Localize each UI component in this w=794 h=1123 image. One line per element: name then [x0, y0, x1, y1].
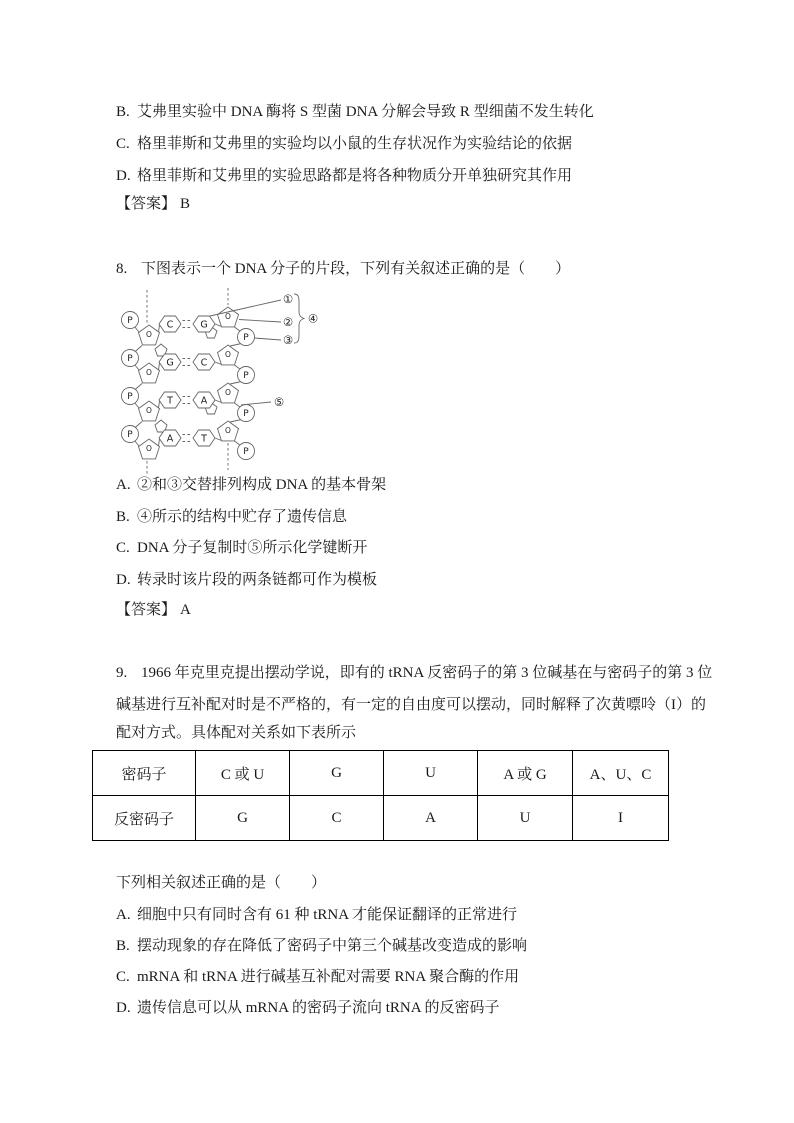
phosphate-label: P	[127, 392, 133, 402]
q9-stem-line-1	[116, 663, 712, 683]
q7-option-d	[116, 166, 572, 186]
answer-label: 【答案】	[116, 602, 177, 618]
callout-5-label: ⑤	[273, 395, 285, 409]
option-text: 格里菲斯和艾弗里的实验思路都是将各种物质分开单独研究其作用	[137, 168, 573, 184]
codon-anticodon-table	[92, 750, 669, 841]
nucleotide-brace	[294, 294, 304, 343]
table-cell: A、U、C	[573, 751, 669, 796]
q9-option-a	[116, 905, 517, 925]
q9-followup: 下列相关叙述正确的是（ ）	[116, 875, 327, 891]
oxygen-label: O	[225, 312, 231, 321]
oxygen-label: O	[225, 426, 231, 435]
question-number: 8.	[116, 261, 128, 277]
option-text: mRNA 和 tRNA 进行碱基互补配对需要 RNA 聚合酶的作用	[137, 969, 520, 985]
q7-option-b	[116, 102, 594, 122]
answer-value: A	[180, 602, 191, 618]
callout-4-label: ④	[307, 311, 319, 326]
option-text: 摆动现象的存在降低了密码子中第三个碱基改变造成的影响	[137, 938, 528, 954]
q7-answer	[116, 194, 190, 214]
option-label: B.	[116, 509, 130, 525]
table-row-anticodon	[93, 796, 669, 841]
question-text: 下图表示一个 DNA 分子的片段，下列有关叙述正确的是（ ）	[141, 261, 571, 277]
bond-line	[230, 420, 242, 423]
table-cell: U	[384, 751, 478, 796]
phosphate-label: P	[127, 430, 133, 440]
base-letter: A	[166, 433, 174, 445]
dna-fragment-diagram	[118, 286, 330, 478]
option-text: 格里菲斯和艾弗里的实验均以小鼠的生存状况作为实验结论的依据	[137, 136, 573, 152]
bond-line	[159, 363, 160, 370]
table-cell: G	[196, 796, 290, 841]
option-label: A.	[116, 477, 131, 493]
phosphate-label: P	[243, 447, 249, 457]
option-label: C.	[116, 540, 130, 556]
table-cell: C 或 U	[196, 751, 290, 796]
oxygen-label: O	[225, 350, 231, 359]
bond-line	[241, 402, 271, 405]
option-text: 艾弗里实验中 DNA 酶将 S 型菌 DNA 分解会导致 R 型细菌不发生转化	[137, 104, 594, 120]
q9-option-d	[116, 998, 500, 1018]
table-cell: I	[573, 796, 669, 841]
table-cell: A	[384, 796, 478, 841]
bond-line	[230, 344, 242, 347]
option-text: DNA 分子复制时⑤所示化学键断开	[137, 540, 368, 556]
callout-2-label: ②	[282, 315, 294, 329]
table-cell: A 或 G	[478, 751, 573, 796]
table-cell: U	[478, 796, 573, 841]
bond-line	[210, 300, 281, 316]
base-letter: T	[201, 433, 207, 445]
base-letter: T	[167, 395, 173, 407]
phosphate-label: P	[243, 409, 249, 419]
q7-option-c	[116, 134, 572, 154]
dna-diagram-svg	[118, 286, 330, 478]
option-label: A.	[116, 907, 131, 923]
q8-option-d	[116, 570, 377, 590]
base-letter: A	[200, 395, 208, 407]
option-label: B.	[116, 104, 130, 120]
question-number: 9.	[116, 665, 128, 681]
base-letter: G	[200, 319, 208, 331]
question-text: 1966 年克里克提出摆动学说，即有的 tRNA 反密码子的第 3 位碱基在与密码子的第 3 位	[141, 665, 713, 681]
q9-stem-line-2: 碱基进行互补配对时是不严格的，有一定的自由度可以摆动，同时解释了次黄嘌呤（I）的	[116, 697, 706, 713]
bond-line	[159, 401, 160, 408]
option-text: 转录时该片段的两条链都可作为模板	[137, 572, 378, 588]
option-label: D.	[116, 1000, 131, 1016]
option-label: B.	[116, 938, 130, 954]
table-cell: C	[290, 796, 384, 841]
option-label: C.	[116, 136, 130, 152]
phosphate-label: P	[243, 371, 249, 381]
bond-line	[159, 325, 160, 332]
phosphate-label: P	[127, 316, 133, 326]
table-cell: 密码子	[93, 751, 196, 796]
oxygen-label: O	[146, 406, 152, 415]
phosphate-label: P	[127, 354, 133, 364]
table-row-codon	[93, 751, 669, 796]
oxygen-label: O	[146, 444, 152, 453]
oxygen-label: O	[225, 388, 231, 397]
option-label: D.	[116, 572, 131, 588]
option-text: 细胞中只有同时含有 61 种 tRNA 才能保证翻译的正常进行	[137, 907, 518, 923]
base-letter: C	[200, 357, 208, 369]
callout-3-label: ③	[282, 333, 294, 347]
callout-1-label: ①	[282, 292, 294, 306]
bond-line	[230, 382, 242, 385]
oxygen-label: O	[146, 368, 152, 377]
phosphate-label: P	[243, 333, 249, 343]
oxygen-label: O	[146, 330, 152, 339]
base-letter: C	[166, 319, 174, 331]
option-text: 遗传信息可以从 mRNA 的密码子流向 tRNA 的反密码子	[137, 1000, 500, 1016]
option-text: ②和③交替排列构成 DNA 的基本骨架	[137, 477, 387, 493]
answer-value: B	[180, 196, 191, 212]
option-label: C.	[116, 969, 130, 985]
q8-stem	[116, 259, 570, 279]
table-cell: 反密码子	[93, 796, 196, 841]
base-letter: G	[166, 357, 174, 369]
q8-option-b	[116, 507, 347, 527]
q9-option-b	[116, 936, 527, 956]
option-text: ④所示的结构中贮存了遗传信息	[137, 509, 348, 525]
bond-line	[159, 439, 160, 446]
bond-line	[239, 320, 281, 323]
bond-line	[255, 338, 282, 340]
option-label: D.	[116, 168, 131, 184]
q9-option-c	[116, 967, 519, 987]
q8-answer	[116, 600, 191, 620]
table-cell: G	[290, 751, 384, 796]
q9-stem-line-3: 配对方式。具体配对关系如下表所示	[116, 725, 357, 741]
q8-option-a	[116, 475, 386, 495]
answer-label: 【答案】	[116, 196, 177, 212]
q8-option-c	[116, 538, 367, 558]
